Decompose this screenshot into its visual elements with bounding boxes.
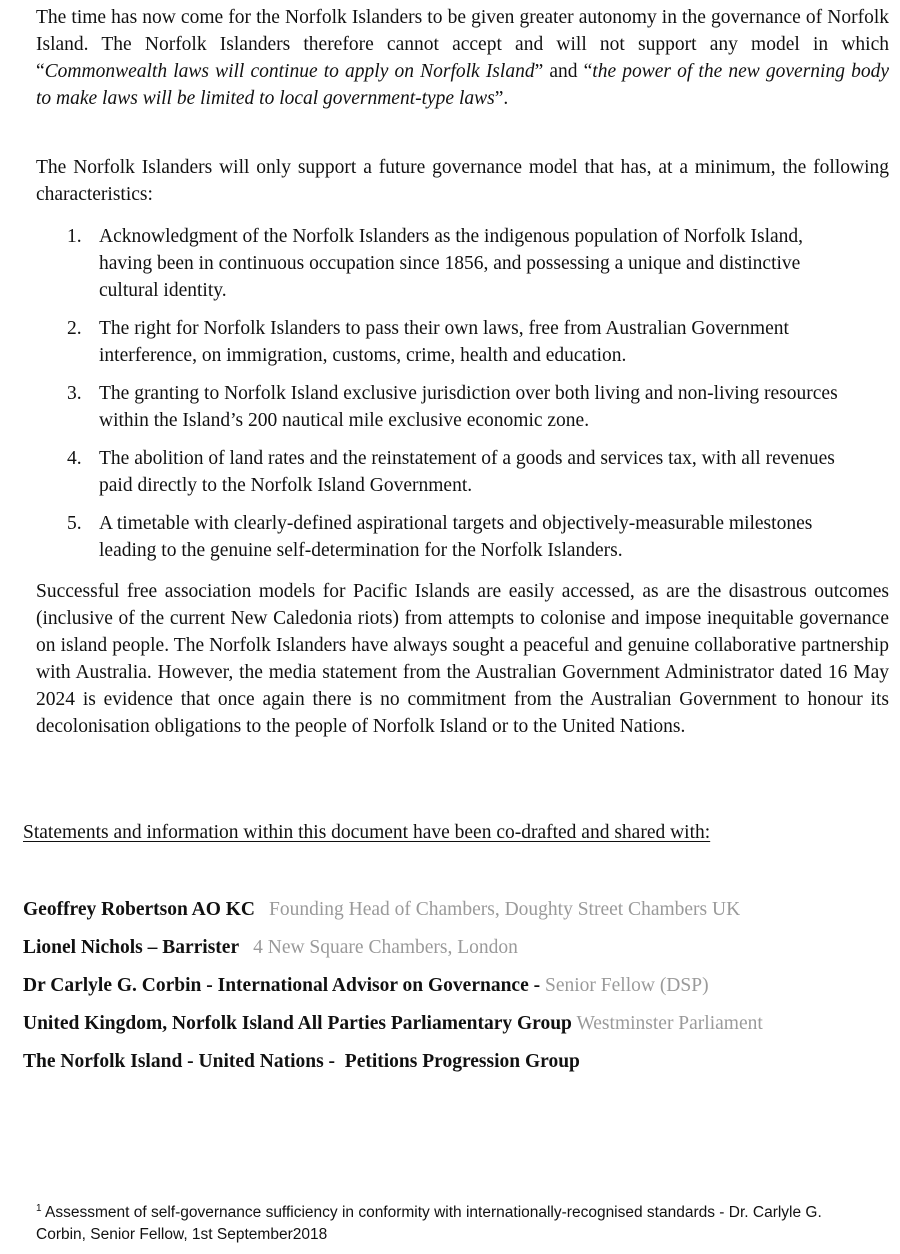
intro-text-1: The time has now come for the Norfolk Islanders to be given greater autonomy in the governance of Norfolk Island. The Norfolk Islanders therefore cannot accept and will not support any model in which “ [36, 7, 889, 82]
contact-entry [23, 1048, 893, 1086]
contact-name: The Norfolk Island - United Nations - Petitions Progression Group [23, 1051, 580, 1072]
contact-affiliation: Westminster Parliament [576, 1013, 763, 1034]
intro-quote-2: the power of the new governing body to make laws will be limited to local government-type laws [36, 61, 889, 109]
contact-name: Dr Carlyle G. Corbin - International Advisor on Governance - [23, 975, 541, 996]
list-item-text: Acknowledgment of the Norfolk Islanders as the indigenous population of Norfolk Island, having been in continuous occupation since 1856, and possessing a unique and distinctive cultural identity. [99, 226, 804, 301]
contact-name: Lionel Nichols – Barrister [23, 937, 240, 958]
contact-entry [23, 1010, 893, 1048]
list-item-number: 4. [67, 448, 82, 469]
characteristics-list [36, 223, 856, 575]
list-item-text: The right for Norfolk Islanders to pass their own laws, free from Australian Government interference, on immigration, customs, crime, health and education. [99, 318, 789, 366]
list-item-text: The granting to Norfolk Island exclusive jurisdiction over both living and non-living resources within the Island’s 200 nautical mile exclusive economic zone. [99, 383, 838, 431]
list-item-text: A timetable with clearly-defined aspirational targets and objectively-measurable milestones leading to the genuine self-determination for the Norfolk Islanders. [99, 513, 813, 561]
list-item [36, 223, 856, 304]
footnote-text: Assessment of self-governance sufficiency in conformity with internationally-recognised standards - Dr. Carlyle G. Corbin, Senior Fellow, 1st September2018 [36, 1204, 822, 1243]
intro-quote-1: Commonwealth laws will continue to apply on Norfolk Island [44, 61, 535, 82]
contact-name: United Kingdom, Norfolk Island All Parties Parliamentary Group [23, 1013, 572, 1034]
contact-affiliation: 4 New Square Chambers, London [253, 937, 518, 958]
contact-entry [23, 934, 893, 972]
contact-affiliation: Founding Head of Chambers, Doughty Street Chambers UK [268, 899, 741, 920]
contacts-list [23, 896, 893, 1086]
list-item [36, 315, 856, 369]
list-item-number: 5. [67, 513, 82, 534]
list-item [36, 445, 856, 499]
contact-entry [23, 972, 893, 1010]
list-item-text: The abolition of land rates and the reinstatement of a goods and services tax, with all revenues paid directly to the Norfolk Island Government. [99, 448, 835, 496]
list-item-number: 2. [67, 318, 82, 339]
closing-paragraph: Successful free association models for Pacific Islands are easily accessed, as are the disastrous outcomes (inclusive of the current New Caledonia riots) from attempts to colonise and impose inequitable governance on island people. The Norfolk Islanders have always sought a peaceful and genuine collaborative partnership with Australia. However, the media statement from the Australian Government Administrator dated 16 May 2024 is evidence that once again there is no commitment from the Australian Government to honour its decolonisation obligations to the people of Norfolk Island or to the United Nations. [36, 581, 889, 737]
intro-text-2: ” and “ [534, 61, 593, 82]
characteristics-intro-paragraph: The Norfolk Islanders will only support a future governance model that has, at a minimum, the following characteristics: [36, 157, 889, 205]
contact-affiliation: Senior Fellow (DSP) [544, 975, 709, 996]
intro-text-3: ”. [494, 88, 509, 109]
list-item [36, 380, 856, 434]
list-item-number: 3. [67, 383, 82, 404]
contact-entry [23, 896, 893, 934]
list-item [36, 510, 856, 564]
intro-paragraph [36, 4, 889, 112]
footnote [36, 1202, 866, 1246]
contact-name: Geoffrey Robertson AO KC [23, 899, 255, 920]
list-item-number: 1. [67, 226, 82, 247]
shared-with-heading: Statements and information within this document have been co-drafted and shared with: [23, 822, 711, 843]
footnote-marker: 1 [36, 1203, 42, 1214]
